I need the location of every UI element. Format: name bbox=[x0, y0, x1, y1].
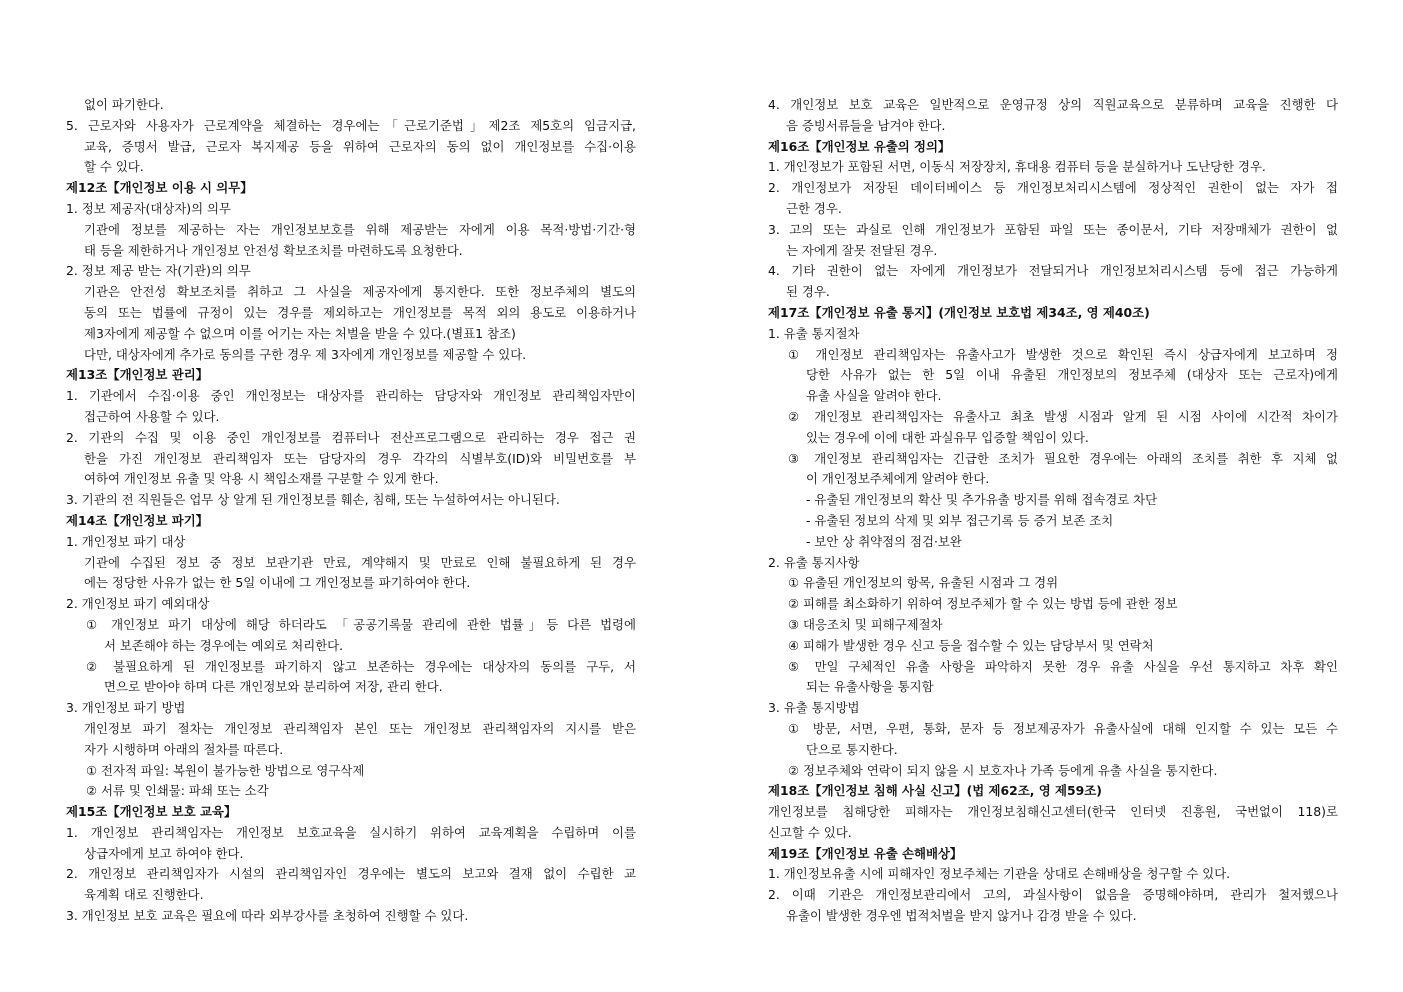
right-text-line: 당한 사유가 없는 한 5일 이내 유출된 개인정보의 정보주체 (대상자 또는 근로자)에게 bbox=[806, 367, 1338, 383]
right-text-line: - 유출된 정보의 삭제 및 외부 접근기록 등 증거 보존 조치 bbox=[806, 512, 1114, 528]
left-text-line: 동의 또는 법률에 규정이 있는 경우를 제외하고는 개인정보를 목적 외의 용도로 이용하거나 bbox=[84, 304, 636, 320]
right-text-line: 유출이 발생한 경우엔 법적처벌을 받지 않거나 감경 받을 수 있다. bbox=[786, 908, 1137, 924]
right-text-line: - 보안 상 취약점의 점검·보완 bbox=[806, 533, 962, 549]
right-text-line: 1. 개인정보가 포함된 서면, 이동식 저장장치, 휴대용 컴퓨터 등을 분실하거나 도난당한 경우. bbox=[768, 159, 1266, 175]
left-text-line: 기관에 수집된 정보 중 정보 보관기관 만료, 계약해지 및 만료로 인해 불필요하게 된 경우 bbox=[84, 554, 636, 570]
right-text-line: 유출 사실을 알려야 한다. bbox=[806, 388, 942, 404]
right-text-line: ② 피해를 최소화하기 위하여 정보주체가 할 수 있는 방법 등에 관한 정보 bbox=[788, 596, 1178, 612]
left-text-line: 5. 근로자와 사용자가 근로계약을 체결하는 경우에는「근로기준법」제2조 제5호의 임금지급, bbox=[66, 117, 636, 133]
right-text-line: 이 개인정보주체에게 알려야 한다. bbox=[806, 471, 990, 487]
right-article-heading: 제16조【개인정보 유출의 정의】 bbox=[768, 138, 951, 154]
left-text-line: 할 수 있다. bbox=[84, 159, 144, 175]
right-text-line: 4. 개인정보 보호 교육은 일반적으로 운영규정 상의 직원교육으로 분류하며 교육을 진행한 다 bbox=[768, 97, 1338, 112]
left-text-line: 1. 정보 제공자(대상자)의 의무 bbox=[66, 200, 231, 216]
right-column bbox=[768, 95, 1338, 927]
right-text-line: 2. 개인정보가 저장된 데이터베이스 등 개인정보처리시스템에 정상적인 권한이 없는 자가 접 bbox=[768, 180, 1338, 196]
left-text-line: 면으로 받아야 하며 다른 개인정보와 분리하여 저장, 관리 한다. bbox=[104, 679, 443, 695]
right-text-line: ⑤ 만일 구체적인 유출 사항을 파악하지 못한 경우 유출 사실을 우선 통지하고 차후 확인 bbox=[788, 658, 1338, 674]
right-article-heading: 제19조【개인정보 유출 손해배상】 bbox=[768, 845, 963, 861]
right-text-line: ② 정보주체와 연락이 되지 않을 시 보호자나 가족 등에게 유출 사실을 통지한다. bbox=[788, 762, 1218, 778]
right-text-line: 1. 유출 통지절차 bbox=[768, 325, 860, 341]
left-text-line: 2. 기관의 수집 및 이용 중인 개인정보를 컴퓨터나 전산프로그램으로 관리하는 경우 접근 권 bbox=[66, 429, 636, 445]
left-text-line: 없이 파기한다. bbox=[84, 97, 164, 112]
right-text-line: ① 방문, 서면, 우편, 통화, 문자 등 정보제공자가 유출사실에 대해 인지할 수 있는 모든 수 bbox=[788, 720, 1338, 736]
right-text-line: 4. 기타 권한이 없는 자에게 개인정보가 전달되거나 개인정보처리시스템 등에 접근 가능하게 bbox=[768, 263, 1338, 279]
left-text-line: 여하여 개인정보 유출 및 악용 시 책임소재를 구분할 수 있게 한다. bbox=[84, 471, 439, 487]
left-article-heading: 제12조【개인정보 이용 시 의무】 bbox=[66, 180, 253, 196]
left-text-line: 에는 정당한 사유가 없는 한 5일 이내에 그 개인정보를 파기하여야 한다. bbox=[84, 575, 471, 591]
left-text-line: ① 개인정보 파기 대상에 해당 하더라도 「공공기록물 관리에 관한 법률」등 다른 법령에 bbox=[86, 616, 636, 632]
right-text-line: ③ 대응조치 및 피해구제절차 bbox=[788, 616, 943, 632]
right-text-line: 1. 개인정보유출 시에 피해자인 정보주체는 기관을 상대로 손해배상을 청구할 수 있다. bbox=[768, 866, 1231, 882]
left-column bbox=[66, 95, 636, 927]
right-text-line: 3. 고의 또는 과실로 인해 개인정보가 포함된 파일 또는 종이문서, 기타 저장매체가 권한이 없 bbox=[768, 221, 1338, 237]
left-text-line: 제3자에게 제공할 수 없으며 이를 어기는 자는 처벌을 받을 수 있다.(별표1 참조) bbox=[84, 325, 516, 341]
left-text-line: ② 불필요하게 된 개인정보를 파기하지 않고 보존하는 경우에는 대상자의 동의를 구두, 서 bbox=[86, 658, 636, 674]
right-text-line: 개인정보를 침해당한 피해자는 개인정보침해신고센터(한국 인터넷 진흥원, 국번없이 118)로 bbox=[768, 804, 1338, 820]
left-article-heading: 제14조【개인정보 파기】 bbox=[66, 512, 209, 528]
left-text-line: 2. 개인정보 관리책임자가 시설의 관리책임자인 경우에는 별도의 보고와 결재 없이 수립한 교 bbox=[66, 866, 636, 882]
left-text-line: 3. 개인정보 파기 방법 bbox=[66, 700, 186, 716]
left-text-line: 기관은 안전성 확보조치를 취하고 그 사실을 제공자에게 통지한다. 또한 정보주체의 별도의 bbox=[84, 284, 636, 300]
left-text-line: 1. 개인정보 관리책임자는 개인정보 보호교육을 실시하기 위하여 교육계획을 수립하며 이를 bbox=[66, 824, 636, 840]
left-text-line: 상급자에게 보고 하여야 한다. bbox=[84, 845, 244, 861]
right-text-line: 신고할 수 있다. bbox=[768, 824, 852, 840]
right-text-line: 단으로 통지한다. bbox=[806, 741, 898, 757]
left-text-line: 3. 기관의 전 직원들은 업무 상 알게 된 개인정보를 훼손, 침해, 또는 누설하여서는 아니된다. bbox=[66, 492, 560, 508]
left-text-line: 1. 기관에서 수집·이용 중인 개인정보는 대상자를 관리하는 담당자와 개인정보 관리책임자만이 bbox=[66, 388, 636, 404]
left-text-line: 2. 정보 제공 받는 자(기관)의 의무 bbox=[66, 263, 251, 279]
right-text-line: ② 개인정보 관리책임자는 유출사고 최초 발생 시점과 알게 된 시점 사이에 시간적 차이가 bbox=[788, 408, 1338, 424]
left-text-line: 자가 시행하며 아래의 절차를 따른다. bbox=[84, 741, 284, 757]
right-text-line: 있는 경우에 이에 대한 과실유무 입증할 책임이 있다. bbox=[806, 429, 1089, 445]
right-text-line: 는 자에게 잘못 전달된 경우. bbox=[786, 242, 938, 258]
left-text-line: 육계획 대로 진행한다. bbox=[84, 887, 204, 903]
left-text-line: 1. 개인정보 파기 대상 bbox=[66, 533, 186, 549]
left-text-line: 태 등을 제한하거나 개인정보 안전성 확보조치를 마련하도록 요청한다. bbox=[84, 242, 463, 258]
right-text-line: 근한 경우. bbox=[786, 200, 842, 216]
left-text-line: 한을 가진 개인정보 관리책임자 또는 담당자의 경우 각각의 식별부호(ID)와 비밀번호를 부 bbox=[84, 450, 636, 466]
left-text-line: 3. 개인정보 보호 교육은 필요에 따라 외부강사를 초청하여 진행할 수 있다. bbox=[66, 908, 469, 924]
left-article-heading: 제13조【개인정보 관리】 bbox=[66, 367, 209, 383]
right-text-line: 2. 유출 통지사항 bbox=[768, 554, 860, 570]
left-article-heading: 제15조【개인정보 보호 교육】 bbox=[66, 804, 237, 820]
right-text-line: 3. 유출 통지방법 bbox=[768, 700, 860, 716]
right-text-line: ① 개인정보 관리책임자는 유출사고가 발생한 것으로 확인된 즉시 상급자에게 보고하며 정 bbox=[788, 346, 1338, 362]
left-text-line: 접근하여 사용할 수 있다. bbox=[84, 408, 220, 424]
right-text-line: ③ 개인정보 관리책임자는 긴급한 조치가 필요한 경우에는 아래의 조치를 취한 후 지체 없 bbox=[788, 450, 1338, 466]
right-text-line: - 유출된 개인정보의 확산 및 추가유출 방지를 위해 접속경로 차단 bbox=[806, 492, 1158, 508]
left-text-line: ② 서류 및 인쇄물: 파쇄 또는 소각 bbox=[86, 783, 269, 799]
left-text-line: 다만, 대상자에게 추가로 동의를 구한 경우 제 3자에게 개인정보를 제공할 수 있다. bbox=[84, 346, 527, 362]
right-article-heading: 제18조【개인정보 침해 사실 신고】(법 제62조, 영 제59조) bbox=[768, 783, 1102, 799]
right-text-line: 되는 유출사항을 통지함 bbox=[806, 679, 934, 695]
left-text-line: 기관에 정보를 제공하는 자는 개인정보보호를 위해 제공받는 자에게 이용 목적·방법·기간·형 bbox=[84, 221, 636, 237]
left-text-line: 서 보존해야 하는 경우에는 예외로 처리한다. bbox=[104, 637, 344, 653]
right-article-heading: 제17조【개인정보 유출 통지】(개인정보 보호법 제34조, 영 제40조) bbox=[768, 304, 1150, 320]
left-text-line: 개인정보 파기 절차는 개인정보 관리책임자 본인 또는 개인정보 관리책임자의 지시를 받은 bbox=[84, 720, 636, 736]
left-text-line: 교육, 증명서 발급, 근로자 복지제공 등을 위하여 근로자의 동의 없이 개인정보를 수집·이용 bbox=[84, 138, 636, 154]
right-text-line: ① 유출된 개인정보의 항목, 유출된 시점과 그 경위 bbox=[788, 575, 1059, 591]
left-text-line: 2. 개인정보 파기 예외대상 bbox=[66, 596, 210, 612]
right-text-line: ④ 피해가 발생한 경우 신고 등을 접수할 수 있는 담당부서 및 연락처 bbox=[788, 637, 1154, 653]
left-text-line: ① 전자적 파일: 복원이 불가능한 방법으로 영구삭제 bbox=[86, 762, 365, 778]
right-text-line: 된 경우. bbox=[786, 284, 830, 300]
right-text-line: 음 증빙서류들을 남겨야 한다. bbox=[786, 117, 946, 133]
right-text-line: 2. 이때 기관은 개인정보관리에서 고의, 과실사항이 없음을 증명해야하며, 관리가 철저했으나 bbox=[768, 887, 1338, 903]
